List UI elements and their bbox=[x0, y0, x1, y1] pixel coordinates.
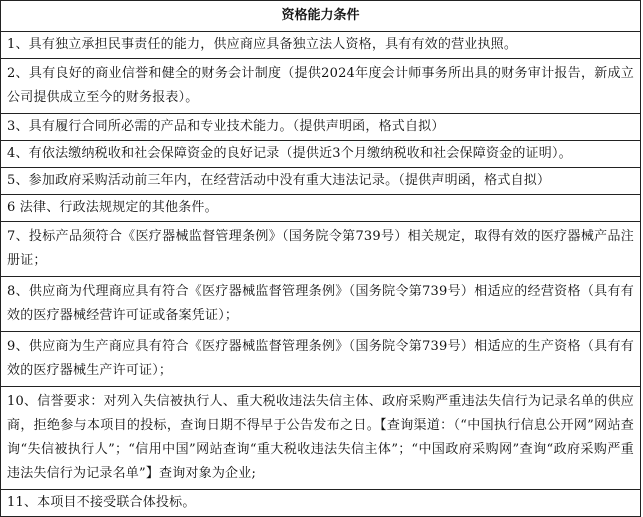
table-row bbox=[1, 490, 641, 517]
condition-11-text: 11、本项目不接受联合体投标。 bbox=[7, 495, 196, 510]
condition-11 bbox=[1, 490, 641, 517]
condition-3 bbox=[1, 114, 641, 141]
table-row bbox=[1, 277, 641, 332]
condition-10-text: 10、信誉要求：对列入失信被执行人、重大税收违法失信主体、政府采购严重违法失信行为记录名单的供应商，拒绝参与本项目的投标，查询日期不得早于公告发布之日。【查询渠道：（“中国执行信息公开网”网站查询“失信被执行人”；“信用中国”网站查询“重大税收违法失信主体”；“中国政府采购网”查询“政府采购严重违法失信行为记录名单”】查询对象为企业; bbox=[7, 394, 634, 481]
condition-6-text: 6 法律、行政法规规定的其他条件。 bbox=[7, 200, 218, 215]
table-row bbox=[1, 222, 641, 277]
condition-10 bbox=[1, 387, 641, 490]
condition-1 bbox=[1, 32, 641, 59]
table-row bbox=[1, 114, 641, 141]
table-row bbox=[1, 141, 641, 168]
condition-4 bbox=[1, 141, 641, 168]
table-header-row bbox=[1, 1, 641, 32]
condition-4-text: 4、有依法缴纳税收和社会保障资金的良好记录（提供近3个月缴纳税收和社会保障资金的证明）。 bbox=[7, 146, 572, 161]
condition-2 bbox=[1, 59, 641, 114]
table-row bbox=[1, 332, 641, 387]
condition-1-text: 1、具有独立承担民事责任的能力，供应商应具备独立法人资格，具有有效的营业执照。 bbox=[7, 37, 518, 52]
table-row bbox=[1, 59, 641, 114]
condition-9-text: 9、供应商为生产商应具有符合《医疗器械监督管理条例》（国务院令第739号）相适应的生产资格（具有有效的医疗器械生产许可证）； bbox=[7, 339, 634, 378]
table-row bbox=[1, 387, 641, 490]
condition-3-text: 3、具有履行合同所必需的产品和专业技术能力。（提供声明函，格式自拟） bbox=[7, 119, 445, 134]
condition-7-text: 7、投标产品须符合《医疗器械监督管理条例》（国务院令第739号）相关规定，取得有效的医疗器械产品注册证； bbox=[7, 229, 634, 268]
table-row bbox=[1, 195, 641, 222]
table-row bbox=[1, 168, 641, 195]
condition-8 bbox=[1, 277, 641, 332]
condition-2-text: 2、具有良好的商业信誉和健全的财务会计制度（提供2024年度会计师事务所出具的财务审计报告，新成立公司提供成立至今的财务报表）。 bbox=[7, 66, 634, 105]
condition-7 bbox=[1, 222, 641, 277]
condition-9 bbox=[1, 332, 641, 387]
condition-5 bbox=[1, 168, 641, 195]
condition-5-text: 5、参加政府采购活动前三年内，在经营活动中没有重大违法记录。（提供声明函，格式自拟） bbox=[7, 173, 551, 188]
condition-8-text: 8、供应商为代理商应具有符合《医疗器械监督管理条例》（国务院令第739号）相适应的经营资格（具有有效的医疗器械经营许可证或备案凭证）； bbox=[7, 284, 634, 323]
condition-6 bbox=[1, 195, 641, 222]
table-row bbox=[1, 32, 641, 59]
table-header: 资格能力条件 bbox=[1, 1, 641, 32]
